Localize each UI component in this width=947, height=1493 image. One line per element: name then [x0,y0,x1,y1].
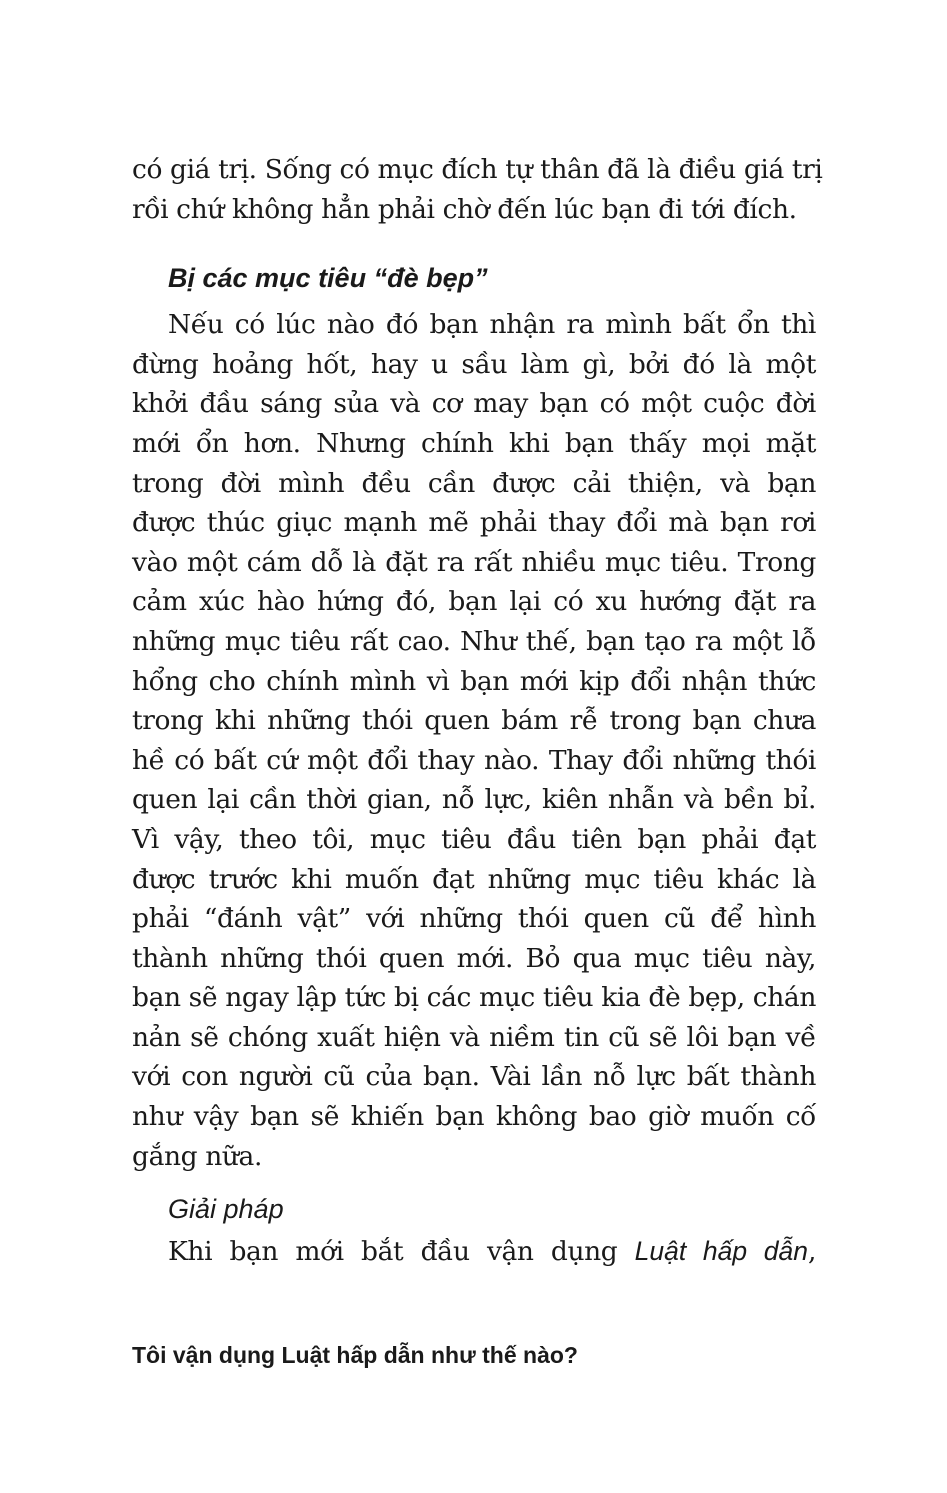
text-line: những mục tiêu rất cao. Như thế, bạn tạo ra một lỗ [132,625,816,657]
text-line: Nếu có lúc nào đó bạn nhận ra mình bất ổn thì [168,309,816,341]
text-line: hổng cho chính mình vì bạn mới kịp đổi nhận thức [132,665,816,697]
text-run: , [807,1236,816,1268]
paragraph [132,1232,816,1272]
text-line: bạn sẽ ngay lập tức bị các mục tiêu kia đè bẹp, chán [132,982,816,1014]
text-run: Khi bạn mới bắt đầu vận dụng [168,1236,618,1268]
text-line: quen lại cần thời gian, nỗ lực, kiên nhẫn và bền bỉ. [132,784,816,816]
subsection-heading: Giải pháp [168,1194,284,1225]
text-line: khởi đầu sáng sủa và cơ may bạn có một cuộc đời [132,388,816,420]
text-line [132,1232,816,1272]
text-line: vào một cám dỗ là đặt ra rất nhiều mục tiêu. Trong [132,546,816,578]
text-line: như vậy bạn sẽ khiến bạn không bao giờ muốn cố [132,1101,816,1133]
text-line: phải “đánh vật” với những thói quen cũ để hình [132,903,816,935]
text-line: thành những thói quen mới. Bỏ qua mục tiêu này, [132,942,816,974]
text-line: được thúc giục mạnh mẽ phải thay đổi mà bạn rơi [132,507,816,539]
paragraph [132,305,816,1176]
emphasis-text: Luật hấp dẫn [634,1236,808,1267]
text-line: cảm xúc hào hứng đó, bạn lại có xu hướng đặt ra [132,586,816,618]
text-line: mới ổn hơn. Nhưng chính khi bạn thấy mọi mặt [132,427,816,459]
text-line: Vì vậy, theo tôi, mục tiêu đầu tiên bạn phải đạt [132,823,816,855]
page-body [132,150,823,1272]
section-heading: Bị các mục tiêu “đè bẹp” [168,263,488,294]
text-line: hề có bất cứ một đổi thay nào. Thay đổi những thói [132,744,816,776]
text-line: trong khi những thói quen bám rễ trong bạn chưa [132,705,816,737]
text-line: nản sẽ chóng xuất hiện và niềm tin cũ sẽ lôi bạn về [132,1021,816,1053]
paragraph [132,150,823,229]
running-footer-book-title: Tôi vận dụng Luật hấp dẫn như thế nào? [132,1342,578,1368]
text-line: được trước khi muốn đạt những mục tiêu khác là [132,863,816,895]
text-line: đừng hoảng hốt, hay u sầu làm gì, bởi đó là một [132,348,816,380]
text-line: gắng nữa. [132,1140,262,1172]
text-line: có giá trị. Sống có mục đích tự thân đã là điều giá trị [132,154,823,185]
text-line: rồi chứ không hẳn phải chờ đến lúc bạn đi tới đích. [132,193,797,225]
text-line: trong đời mình đều cần được cải thiện, và bạn [132,467,816,499]
text-line: với con người cũ của bạn. Vài lần nỗ lực bất thành [132,1061,816,1093]
